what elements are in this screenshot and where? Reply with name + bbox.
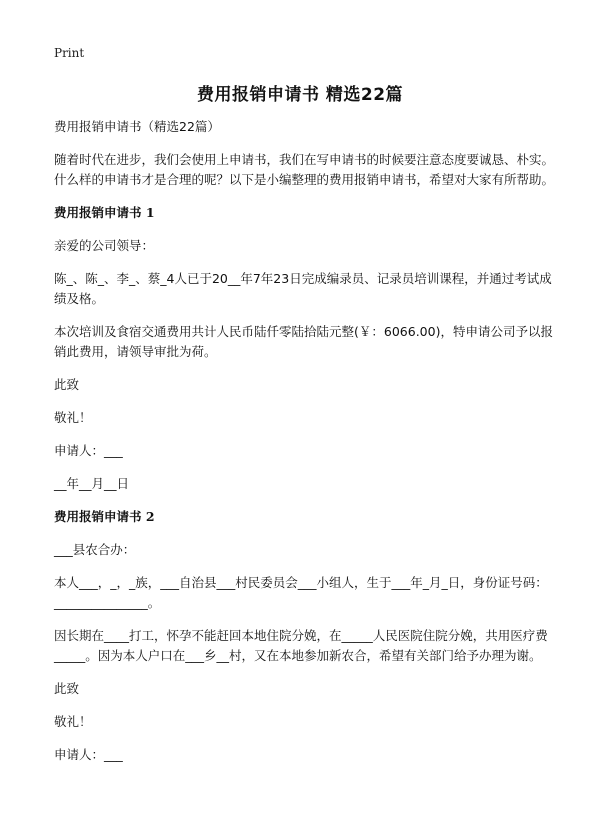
section-2-paragraph-1: 本人___，_，_族，___自治县___村民委员会___小组人，生于___年_月_日，身份证号码：_______________。 <box>54 575 548 610</box>
section-2-addressee: ___县农合办： <box>54 542 136 557</box>
intro-paragraph: 随着时代在进步，我们会使用上申请书，我们在写申请书的时候要注意态度要诚恳、朴实。什么样的申请书才是合理的呢？以下是小编整理的费用报销申请书，希望对大家有所帮助。 <box>54 152 555 187</box>
document-title: 费用报销申请书 精选22篇 <box>196 85 404 105</box>
section-1-heading: 费用报销申请书 1 <box>54 205 155 220</box>
section-2-closing-2: 敬礼！ <box>54 714 92 729</box>
document-subtitle: 费用报销申请书（精选22篇） <box>54 119 220 134</box>
section-1-applicant: 申请人：___ <box>54 443 123 458</box>
section-1-salutation: 亲爱的公司领导： <box>54 238 155 253</box>
section-1-closing-2: 敬礼！ <box>54 410 92 425</box>
section-1-paragraph-1: 陈_、陈_、李_、蔡_4人已于20__年7年23日完成编录员、记录员培训课程，并通过考试成绩及格。 <box>54 271 552 306</box>
section-2-closing-1: 此致 <box>54 681 80 696</box>
section-2-heading: 费用报销申请书 2 <box>54 509 155 524</box>
section-1-date: __年__月__日 <box>54 476 130 491</box>
section-1-closing-1: 此致 <box>54 377 80 392</box>
document-body <box>54 117 554 778</box>
print-label: Print <box>54 46 85 60</box>
section-1-paragraph-2: 本次培训及食宿交通费用共计人民币陆仟零陆拾陆元整(￥：6066.00)，特申请公司予以报销此费用，请领导审批为荷。 <box>54 324 553 359</box>
section-2-applicant: 申请人：___ <box>54 747 123 762</box>
section-2-paragraph-2: 因长期在____打工，怀孕不能赶回本地住院分娩，在_____人民医院住院分娩，共用医疗费_____。因为本人户口在___乡__村，又在本地参加新农合，希望有关部门给予办理为谢。 <box>54 628 548 663</box>
